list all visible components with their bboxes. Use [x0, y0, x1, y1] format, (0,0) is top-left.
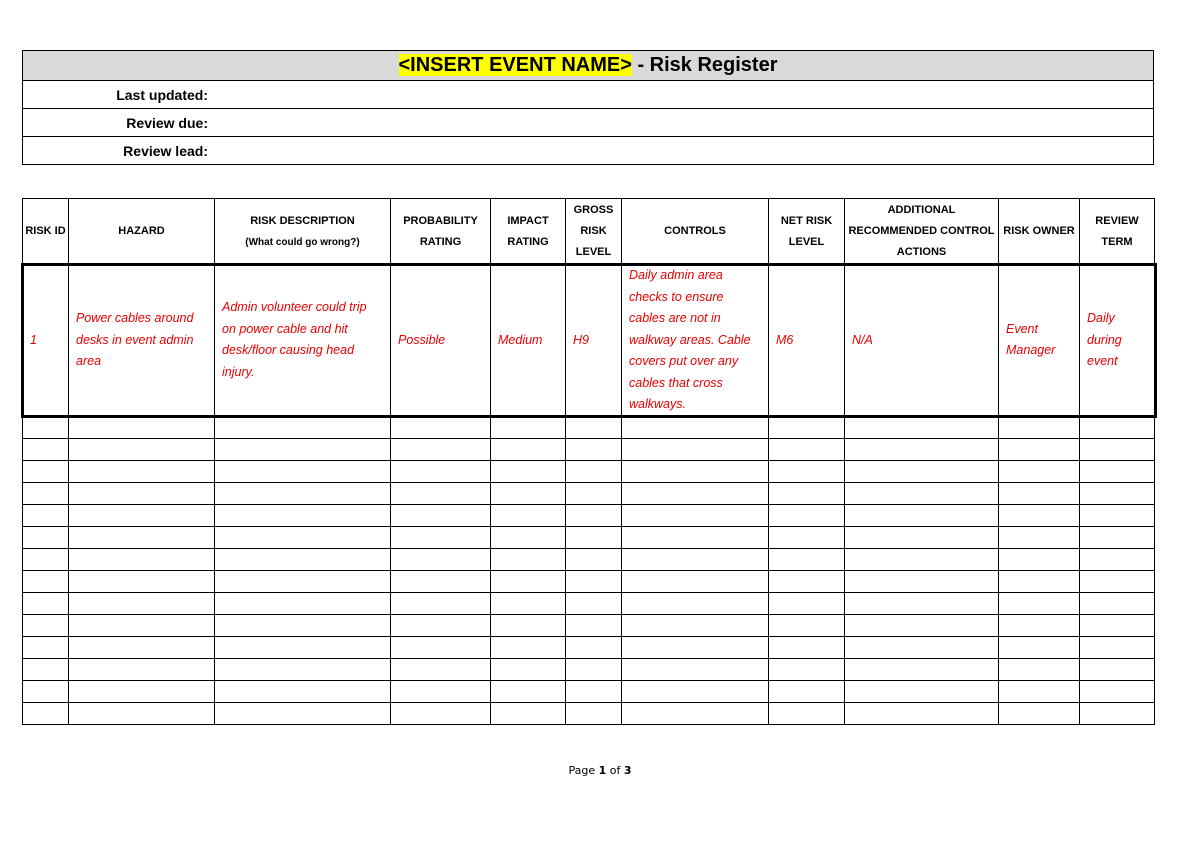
cell-additional-actions[interactable]: N/A: [845, 265, 999, 417]
empty-cell[interactable]: [23, 460, 69, 482]
empty-cell[interactable]: [769, 636, 845, 658]
col-risk-description-sub: (What could go wrong?): [245, 236, 360, 248]
empty-cell[interactable]: [845, 636, 999, 658]
empty-cell[interactable]: [566, 504, 622, 526]
empty-cell[interactable]: [845, 526, 999, 548]
last-updated-label: Last updated:: [116, 86, 208, 103]
empty-cell[interactable]: [69, 504, 215, 526]
empty-cell[interactable]: [69, 482, 215, 504]
empty-cell[interactable]: [391, 438, 491, 460]
empty-cell[interactable]: [1080, 548, 1155, 570]
empty-cell[interactable]: [566, 460, 622, 482]
empty-cell[interactable]: [999, 416, 1080, 438]
empty-cell[interactable]: [491, 570, 566, 592]
empty-cell[interactable]: [215, 482, 391, 504]
empty-cell[interactable]: [1080, 570, 1155, 592]
empty-cell[interactable]: [845, 548, 999, 570]
empty-cell[interactable]: [491, 548, 566, 570]
empty-cell[interactable]: [769, 658, 845, 680]
empty-cell[interactable]: [69, 592, 215, 614]
empty-cell[interactable]: [566, 658, 622, 680]
empty-cell[interactable]: [566, 416, 622, 438]
empty-cell[interactable]: [69, 636, 215, 658]
blank-risk-row: [23, 548, 1155, 570]
empty-cell[interactable]: [23, 526, 69, 548]
blank-risk-row: [23, 526, 1155, 548]
empty-cell[interactable]: [999, 548, 1080, 570]
empty-cell[interactable]: [23, 702, 69, 724]
empty-cell[interactable]: [23, 504, 69, 526]
empty-cell[interactable]: [622, 460, 769, 482]
empty-cell[interactable]: [566, 614, 622, 636]
empty-cell[interactable]: [491, 614, 566, 636]
empty-cell[interactable]: [69, 548, 215, 570]
example-risk-row: [23, 265, 1155, 417]
empty-cell[interactable]: [999, 658, 1080, 680]
review-lead-row: [23, 137, 1154, 165]
empty-cell[interactable]: [622, 570, 769, 592]
blank-risk-row: [23, 658, 1155, 680]
empty-cell[interactable]: [69, 614, 215, 636]
column-header-row: [23, 199, 1155, 265]
empty-cell[interactable]: [769, 592, 845, 614]
col-controls: CONTROLS: [622, 199, 769, 265]
empty-cell[interactable]: [391, 636, 491, 658]
empty-cell[interactable]: [999, 636, 1080, 658]
empty-cell[interactable]: [622, 658, 769, 680]
empty-cell[interactable]: [622, 636, 769, 658]
empty-cell[interactable]: [999, 526, 1080, 548]
empty-cell[interactable]: [391, 702, 491, 724]
title-suffix: - Risk Register: [631, 54, 778, 76]
cell-probability[interactable]: Possible: [391, 265, 491, 417]
empty-cell[interactable]: [769, 702, 845, 724]
col-risk-description: RISK DESCRIPTION (What could go wrong?): [215, 199, 391, 265]
blank-risk-row: [23, 460, 1155, 482]
empty-cell[interactable]: [1080, 504, 1155, 526]
empty-cell[interactable]: [769, 680, 845, 702]
empty-cell[interactable]: [215, 592, 391, 614]
empty-cell[interactable]: [566, 702, 622, 724]
empty-cell[interactable]: [23, 592, 69, 614]
empty-cell[interactable]: [491, 680, 566, 702]
empty-cell[interactable]: [69, 460, 215, 482]
empty-cell[interactable]: [769, 570, 845, 592]
empty-cell[interactable]: [1080, 702, 1155, 724]
col-review-term: REVIEW TERM: [1080, 199, 1155, 265]
empty-cell[interactable]: [23, 614, 69, 636]
empty-cell[interactable]: [215, 636, 391, 658]
empty-cell[interactable]: [215, 460, 391, 482]
empty-cell[interactable]: [769, 438, 845, 460]
empty-cell[interactable]: [215, 438, 391, 460]
empty-cell[interactable]: [999, 702, 1080, 724]
blank-risk-row: [23, 702, 1155, 724]
empty-cell[interactable]: [23, 636, 69, 658]
empty-cell[interactable]: [622, 614, 769, 636]
empty-cell[interactable]: [215, 570, 391, 592]
empty-cell[interactable]: [999, 504, 1080, 526]
cell-risk-description[interactable]: Admin volunteer could trip on power cable and hit desk/floor causing head injury.: [215, 265, 391, 417]
empty-cell[interactable]: [391, 482, 491, 504]
empty-cell[interactable]: [999, 482, 1080, 504]
empty-cell[interactable]: [622, 592, 769, 614]
blank-risk-row: [23, 416, 1155, 438]
last-updated-row: [23, 81, 1154, 109]
empty-cell[interactable]: [622, 416, 769, 438]
empty-cell[interactable]: [1080, 614, 1155, 636]
empty-cell[interactable]: [391, 570, 491, 592]
empty-cell[interactable]: [491, 658, 566, 680]
empty-cell[interactable]: [845, 438, 999, 460]
empty-cell[interactable]: [391, 548, 491, 570]
blank-risk-row: [23, 504, 1155, 526]
register-header: [22, 50, 1154, 165]
cell-impact[interactable]: Medium: [491, 265, 566, 417]
empty-cell[interactable]: [845, 658, 999, 680]
total-pages: 3: [623, 764, 632, 777]
empty-cell[interactable]: [845, 416, 999, 438]
empty-cell[interactable]: [566, 592, 622, 614]
page-word: Page: [568, 764, 596, 777]
empty-cell[interactable]: [215, 702, 391, 724]
empty-cell[interactable]: [23, 548, 69, 570]
empty-cell[interactable]: [769, 482, 845, 504]
cell-gross-risk[interactable]: H9: [566, 265, 622, 417]
empty-cell[interactable]: [622, 548, 769, 570]
empty-cell[interactable]: [999, 614, 1080, 636]
cell-risk-id[interactable]: 1: [23, 265, 69, 417]
col-probability: PROBABILITY RATING: [391, 199, 491, 265]
empty-cell[interactable]: [1080, 680, 1155, 702]
empty-cell[interactable]: [69, 438, 215, 460]
empty-cell[interactable]: [491, 636, 566, 658]
empty-cell[interactable]: [23, 680, 69, 702]
empty-cell[interactable]: [391, 526, 491, 548]
empty-cell[interactable]: [391, 416, 491, 438]
empty-cell[interactable]: [769, 614, 845, 636]
empty-cell[interactable]: [845, 614, 999, 636]
col-net-risk: NET RISK LEVEL: [769, 199, 845, 265]
empty-cell[interactable]: [391, 592, 491, 614]
empty-cell[interactable]: [1080, 482, 1155, 504]
empty-cell[interactable]: [215, 526, 391, 548]
empty-cell[interactable]: [69, 702, 215, 724]
review-lead-label: Review lead:: [123, 142, 208, 159]
empty-cell[interactable]: [845, 482, 999, 504]
col-impact: IMPACT RATING: [491, 199, 566, 265]
risk-register-table: [22, 198, 1155, 725]
empty-cell[interactable]: [491, 526, 566, 548]
empty-cell[interactable]: [215, 658, 391, 680]
review-due-label: Review due:: [126, 114, 208, 131]
empty-cell[interactable]: [999, 592, 1080, 614]
col-risk-id: RISK ID: [23, 199, 69, 265]
empty-cell[interactable]: [215, 504, 391, 526]
empty-cell[interactable]: [769, 504, 845, 526]
empty-cell[interactable]: [1080, 592, 1155, 614]
empty-cell[interactable]: [69, 416, 215, 438]
empty-cell[interactable]: [999, 680, 1080, 702]
empty-cell[interactable]: [769, 460, 845, 482]
empty-cell[interactable]: [23, 482, 69, 504]
empty-cell[interactable]: [769, 526, 845, 548]
empty-cell[interactable]: [566, 570, 622, 592]
empty-cell[interactable]: [622, 702, 769, 724]
empty-cell[interactable]: [491, 460, 566, 482]
empty-cell[interactable]: [215, 680, 391, 702]
empty-cell[interactable]: [999, 460, 1080, 482]
empty-cell[interactable]: [566, 526, 622, 548]
empty-cell[interactable]: [23, 416, 69, 438]
empty-cell[interactable]: [1080, 460, 1155, 482]
empty-cell[interactable]: [845, 680, 999, 702]
empty-cell[interactable]: [491, 702, 566, 724]
empty-cell[interactable]: [491, 592, 566, 614]
empty-cell[interactable]: [391, 614, 491, 636]
empty-cell[interactable]: [391, 680, 491, 702]
of-word: of: [609, 764, 621, 777]
blank-risk-row: [23, 482, 1155, 504]
blank-risk-row: [23, 680, 1155, 702]
empty-cell[interactable]: [215, 548, 391, 570]
page-footer: [0, 764, 1200, 777]
empty-cell[interactable]: [845, 592, 999, 614]
col-hazard: HAZARD: [69, 199, 215, 265]
col-gross-risk: GROSS RISK LEVEL: [566, 199, 622, 265]
col-additional-actions: ADDITIONAL RECOMMENDED CONTROL ACTIONS: [845, 199, 999, 265]
empty-cell[interactable]: [622, 504, 769, 526]
empty-cell[interactable]: [622, 438, 769, 460]
empty-cell[interactable]: [999, 570, 1080, 592]
review-due-row: [23, 109, 1154, 137]
cell-owner[interactable]: Event Manager: [999, 265, 1080, 417]
empty-cell[interactable]: [566, 438, 622, 460]
empty-cell[interactable]: [566, 548, 622, 570]
empty-cell[interactable]: [491, 482, 566, 504]
blank-risk-row: [23, 570, 1155, 592]
event-name-placeholder[interactable]: <INSERT EVENT NAME>: [398, 54, 632, 76]
empty-cell[interactable]: [845, 460, 999, 482]
blank-risk-row: [23, 614, 1155, 636]
blank-risk-row: [23, 592, 1155, 614]
empty-cell[interactable]: [215, 416, 391, 438]
empty-cell[interactable]: [769, 548, 845, 570]
empty-cell[interactable]: [999, 438, 1080, 460]
empty-cell[interactable]: [566, 636, 622, 658]
col-risk-owner: RISK OWNER: [999, 199, 1080, 265]
empty-cell[interactable]: [1080, 416, 1155, 438]
blank-risk-row: [23, 636, 1155, 658]
empty-cell[interactable]: [23, 658, 69, 680]
empty-cell[interactable]: [391, 658, 491, 680]
empty-cell[interactable]: [491, 438, 566, 460]
cell-net-risk[interactable]: M6: [769, 265, 845, 417]
empty-cell[interactable]: [391, 504, 491, 526]
empty-cell[interactable]: [1080, 526, 1155, 548]
empty-cell[interactable]: [845, 570, 999, 592]
empty-cell[interactable]: [1080, 658, 1155, 680]
empty-cell[interactable]: [491, 416, 566, 438]
empty-cell[interactable]: [566, 680, 622, 702]
empty-cell[interactable]: [1080, 636, 1155, 658]
cell-controls[interactable]: Daily admin area checks to ensure cables are not in walkway areas. Cable covers put over any cables that cross walkways.: [622, 265, 769, 417]
empty-cell[interactable]: [69, 570, 215, 592]
empty-cell[interactable]: [622, 526, 769, 548]
empty-cell[interactable]: [491, 504, 566, 526]
empty-cell[interactable]: [1080, 438, 1155, 460]
empty-cell[interactable]: [23, 570, 69, 592]
current-page: 1: [598, 764, 607, 777]
empty-cell[interactable]: [69, 658, 215, 680]
cell-hazard[interactable]: Power cables around desks in event admin area: [69, 265, 215, 417]
empty-cell[interactable]: [69, 526, 215, 548]
empty-cell[interactable]: [769, 416, 845, 438]
register-title: [23, 51, 1154, 81]
empty-cell[interactable]: [23, 438, 69, 460]
empty-cell[interactable]: [69, 680, 215, 702]
empty-cell[interactable]: [215, 614, 391, 636]
cell-review-term[interactable]: Daily during event: [1080, 265, 1155, 417]
blank-risk-row: [23, 438, 1155, 460]
empty-cell[interactable]: [622, 482, 769, 504]
empty-cell[interactable]: [391, 460, 491, 482]
empty-cell[interactable]: [845, 504, 999, 526]
empty-cell[interactable]: [566, 482, 622, 504]
empty-cell[interactable]: [622, 680, 769, 702]
empty-cell[interactable]: [845, 702, 999, 724]
